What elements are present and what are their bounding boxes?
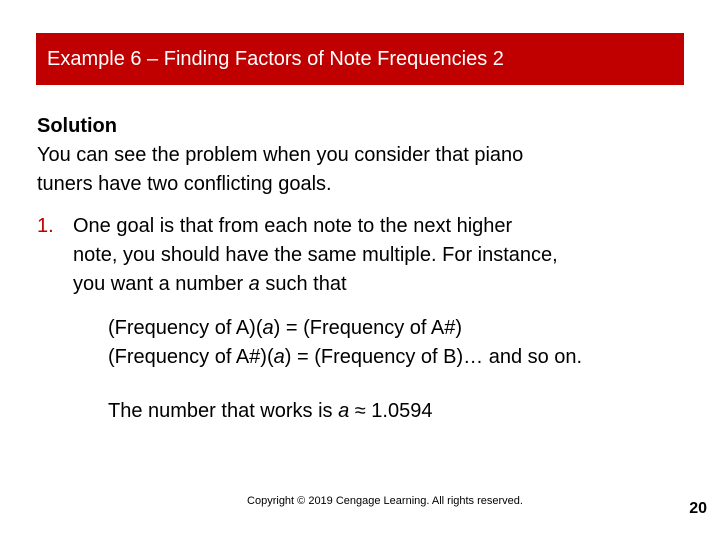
item-line-2: note, you should have the same multiple. For instance, [73, 244, 558, 266]
copyright-footer: Copyright © 2019 Cengage Learning. All rights reserved. [247, 495, 523, 507]
item-line-3 [73, 270, 697, 299]
result-post: ≈ 1.0594 [349, 400, 433, 422]
item-line-3-pre: you want a number [73, 273, 249, 295]
solution-heading: Solution [37, 115, 117, 137]
equation-1-pre: (Frequency of A)( [108, 317, 263, 339]
list-item-1 [37, 212, 697, 299]
intro-line-2: tuners have two conflicting goals. [37, 173, 332, 195]
intro-text [37, 141, 697, 199]
equations-block [37, 314, 697, 372]
title-bar [36, 33, 684, 85]
page-number: 20 [689, 500, 707, 517]
variable-a: a [248, 273, 260, 295]
result-line [37, 397, 697, 426]
variable-a: a [338, 400, 350, 422]
item-line-3-post: such that [259, 273, 347, 295]
intro-line-1: You can see the problem when you consider that piano [37, 144, 524, 166]
equation-1-post: ) = (Frequency of A#) [273, 317, 463, 339]
item-line-1: One goal is that from each note to the next higher [73, 215, 513, 237]
equation-2-pre: (Frequency of A#)( [108, 346, 274, 368]
equation-2 [108, 343, 697, 372]
equation-1 [108, 314, 697, 343]
slide-title: Example 6 – Finding Factors of Note Frequencies 2 [47, 47, 504, 70]
equation-2-post: ) = (Frequency of B)… and so on. [284, 346, 583, 368]
slide-body [37, 112, 697, 426]
result-pre: The number that works is [108, 400, 339, 422]
variable-a: a [262, 317, 274, 339]
list-item-number: 1. [37, 215, 54, 237]
variable-a: a [273, 346, 285, 368]
